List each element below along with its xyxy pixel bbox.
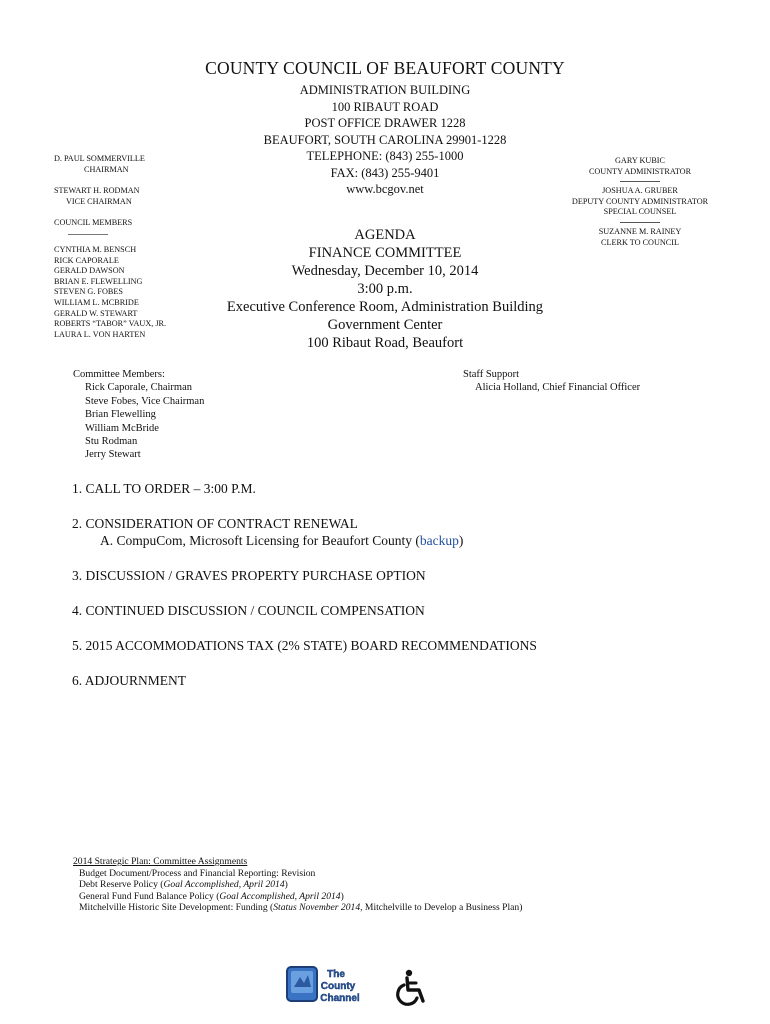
agenda-label: AGENDA	[354, 227, 416, 243]
staff-support	[463, 368, 640, 395]
agenda-item-2a-text: A. CompuCom, Microsoft Licensing for Beaufort County (	[100, 533, 420, 548]
meeting-center: Government Center	[327, 317, 443, 333]
administrator-name: GARY KUBIC	[615, 156, 665, 165]
committee-member: Stu Rodman	[85, 436, 138, 448]
agenda-item-1: 1. CALL TO ORDER – 3:00 P.M.	[72, 481, 256, 496]
telephone: TELEPHONE: (843) 255-1000	[306, 149, 464, 163]
vice-chairman-name: STEWART H. RODMAN	[54, 186, 140, 196]
council-members-label: COUNCIL MEMBERS	[54, 218, 133, 228]
staff-member: Alicia Holland, Chief Financial Officer	[475, 382, 641, 394]
agenda-item-2	[72, 515, 537, 549]
divider	[620, 181, 660, 182]
fax: FAX: (843) 255-9401	[330, 165, 440, 180]
strategic-plan-heading: 2014 Strategic Plan: Committee Assignments	[73, 856, 248, 867]
address-line: BEAUFORT, SOUTH CAROLINA 29901-1228	[263, 132, 507, 147]
backup-link[interactable]: backup	[419, 533, 459, 548]
plan-line: Debt Reserve Policy (Goal Accomplished, April 2014)	[79, 879, 288, 891]
staff-roster	[560, 156, 720, 248]
committee-member: Brian Flewelling	[85, 409, 156, 421]
committee-member: William McBride	[85, 422, 159, 434]
council-member: WILLIAM L. MCBRIDE	[54, 297, 139, 307]
address-line: ADMINISTRATION BUILDING	[299, 83, 471, 97]
address-line: POST OFFICE DRAWER 1228	[304, 116, 466, 130]
divider	[620, 222, 660, 223]
address-block	[200, 82, 570, 198]
agenda-item-2a	[72, 532, 537, 549]
agenda-item-5: 5. 2015 ACCOMMODATIONS TAX (2% STATE) BOARD RECOMMENDATIONS	[72, 638, 537, 653]
svg-text:The: The	[327, 969, 345, 980]
agenda-item-2a-close: )	[458, 533, 464, 548]
committee-member: Rick Caporale, Chairman	[85, 382, 193, 394]
committee-label: Committee Members:	[73, 369, 165, 380]
council-member: RICK CAPORALE	[54, 255, 119, 265]
clerk-name: SUZANNE M. RAINEY	[598, 226, 682, 236]
council-member: STEVEN G. FOBES	[54, 287, 123, 297]
clerk-title: CLERK TO COUNCIL	[601, 237, 679, 247]
website: www.bcgov.net	[346, 182, 424, 196]
agenda-header	[200, 226, 570, 352]
address-line: 100 RIBAUT ROAD	[331, 99, 439, 114]
deputy-name: JOSHUA A. GRUBER	[602, 186, 678, 196]
county-channel-logo	[286, 965, 364, 1005]
agenda-item-3: 3. DISCUSSION / GRAVES PROPERTY PURCHASE OPTION	[72, 568, 426, 583]
counsel-title: SPECIAL COUNSEL	[603, 207, 677, 217]
strategic-plan	[73, 856, 522, 914]
council-member: CYNTHIA M. BENSCH	[54, 244, 137, 254]
agenda-item-4: 4. CONTINUED DISCUSSION / COUNCIL COMPENSATION	[72, 603, 425, 618]
administrator-title: COUNTY ADMINISTRATOR	[588, 166, 692, 176]
staff-label: Staff Support	[463, 369, 520, 380]
deputy-title: DEPUTY COUNTY ADMINISTRATOR	[571, 196, 709, 206]
plan-line: General Fund Fund Balance Policy (Goal Accomplished, April 2014)	[79, 890, 344, 902]
council-member: ROBERTS “TABOR” VAUX, JR.	[54, 319, 167, 329]
meeting-date: Wednesday, December 10, 2014	[291, 263, 479, 279]
committee-member: Jerry Stewart	[85, 449, 141, 461]
council-member: GERALD W. STEWART	[54, 308, 138, 318]
council-member: BRIAN E. FLEWELLING	[54, 276, 143, 286]
page-title: COUNTY COUNCIL OF BEAUFORT COUNTY	[205, 58, 565, 78]
meeting-time: 3:00 p.m.	[357, 281, 413, 297]
chairman-title: CHAIRMAN	[84, 164, 129, 174]
county-channel-logo-icon	[286, 965, 364, 1005]
council-member: GERALD DAWSON	[54, 266, 125, 276]
agenda-items	[72, 480, 537, 707]
chairman-name: D. PAUL SOMMERVILLE	[54, 154, 145, 163]
vice-chairman-title: VICE CHAIRMAN	[66, 196, 132, 206]
plan-line: Mitchelville Historic Site Development: Funding (Status November 2014, Mitchelville to Develop a Business Plan)	[79, 902, 523, 914]
committee-name: FINANCE COMMITTEE	[308, 245, 462, 261]
meeting-room: Executive Conference Room, Administration Building	[226, 299, 544, 315]
wheelchair-icon	[392, 968, 432, 1008]
committee-member: Steve Fobes, Vice Chairman	[85, 395, 205, 407]
council-member: LAURA L. VON HARTEN	[54, 329, 146, 339]
agenda-item-2-title: 2. CONSIDERATION OF CONTRACT RENEWAL	[72, 516, 358, 531]
committee-members	[73, 368, 204, 462]
meeting-location: 100 Ribaut Road, Beaufort	[306, 335, 464, 351]
svg-text:County: County	[320, 981, 356, 992]
council-roster	[54, 154, 166, 340]
svg-text:Channel: Channel	[320, 993, 360, 1004]
divider	[68, 234, 108, 235]
plan-line: Budget Document/Process and Financial Reporting: Revision	[79, 867, 316, 879]
agenda-item-6: 6. ADJOURNMENT	[72, 673, 187, 688]
